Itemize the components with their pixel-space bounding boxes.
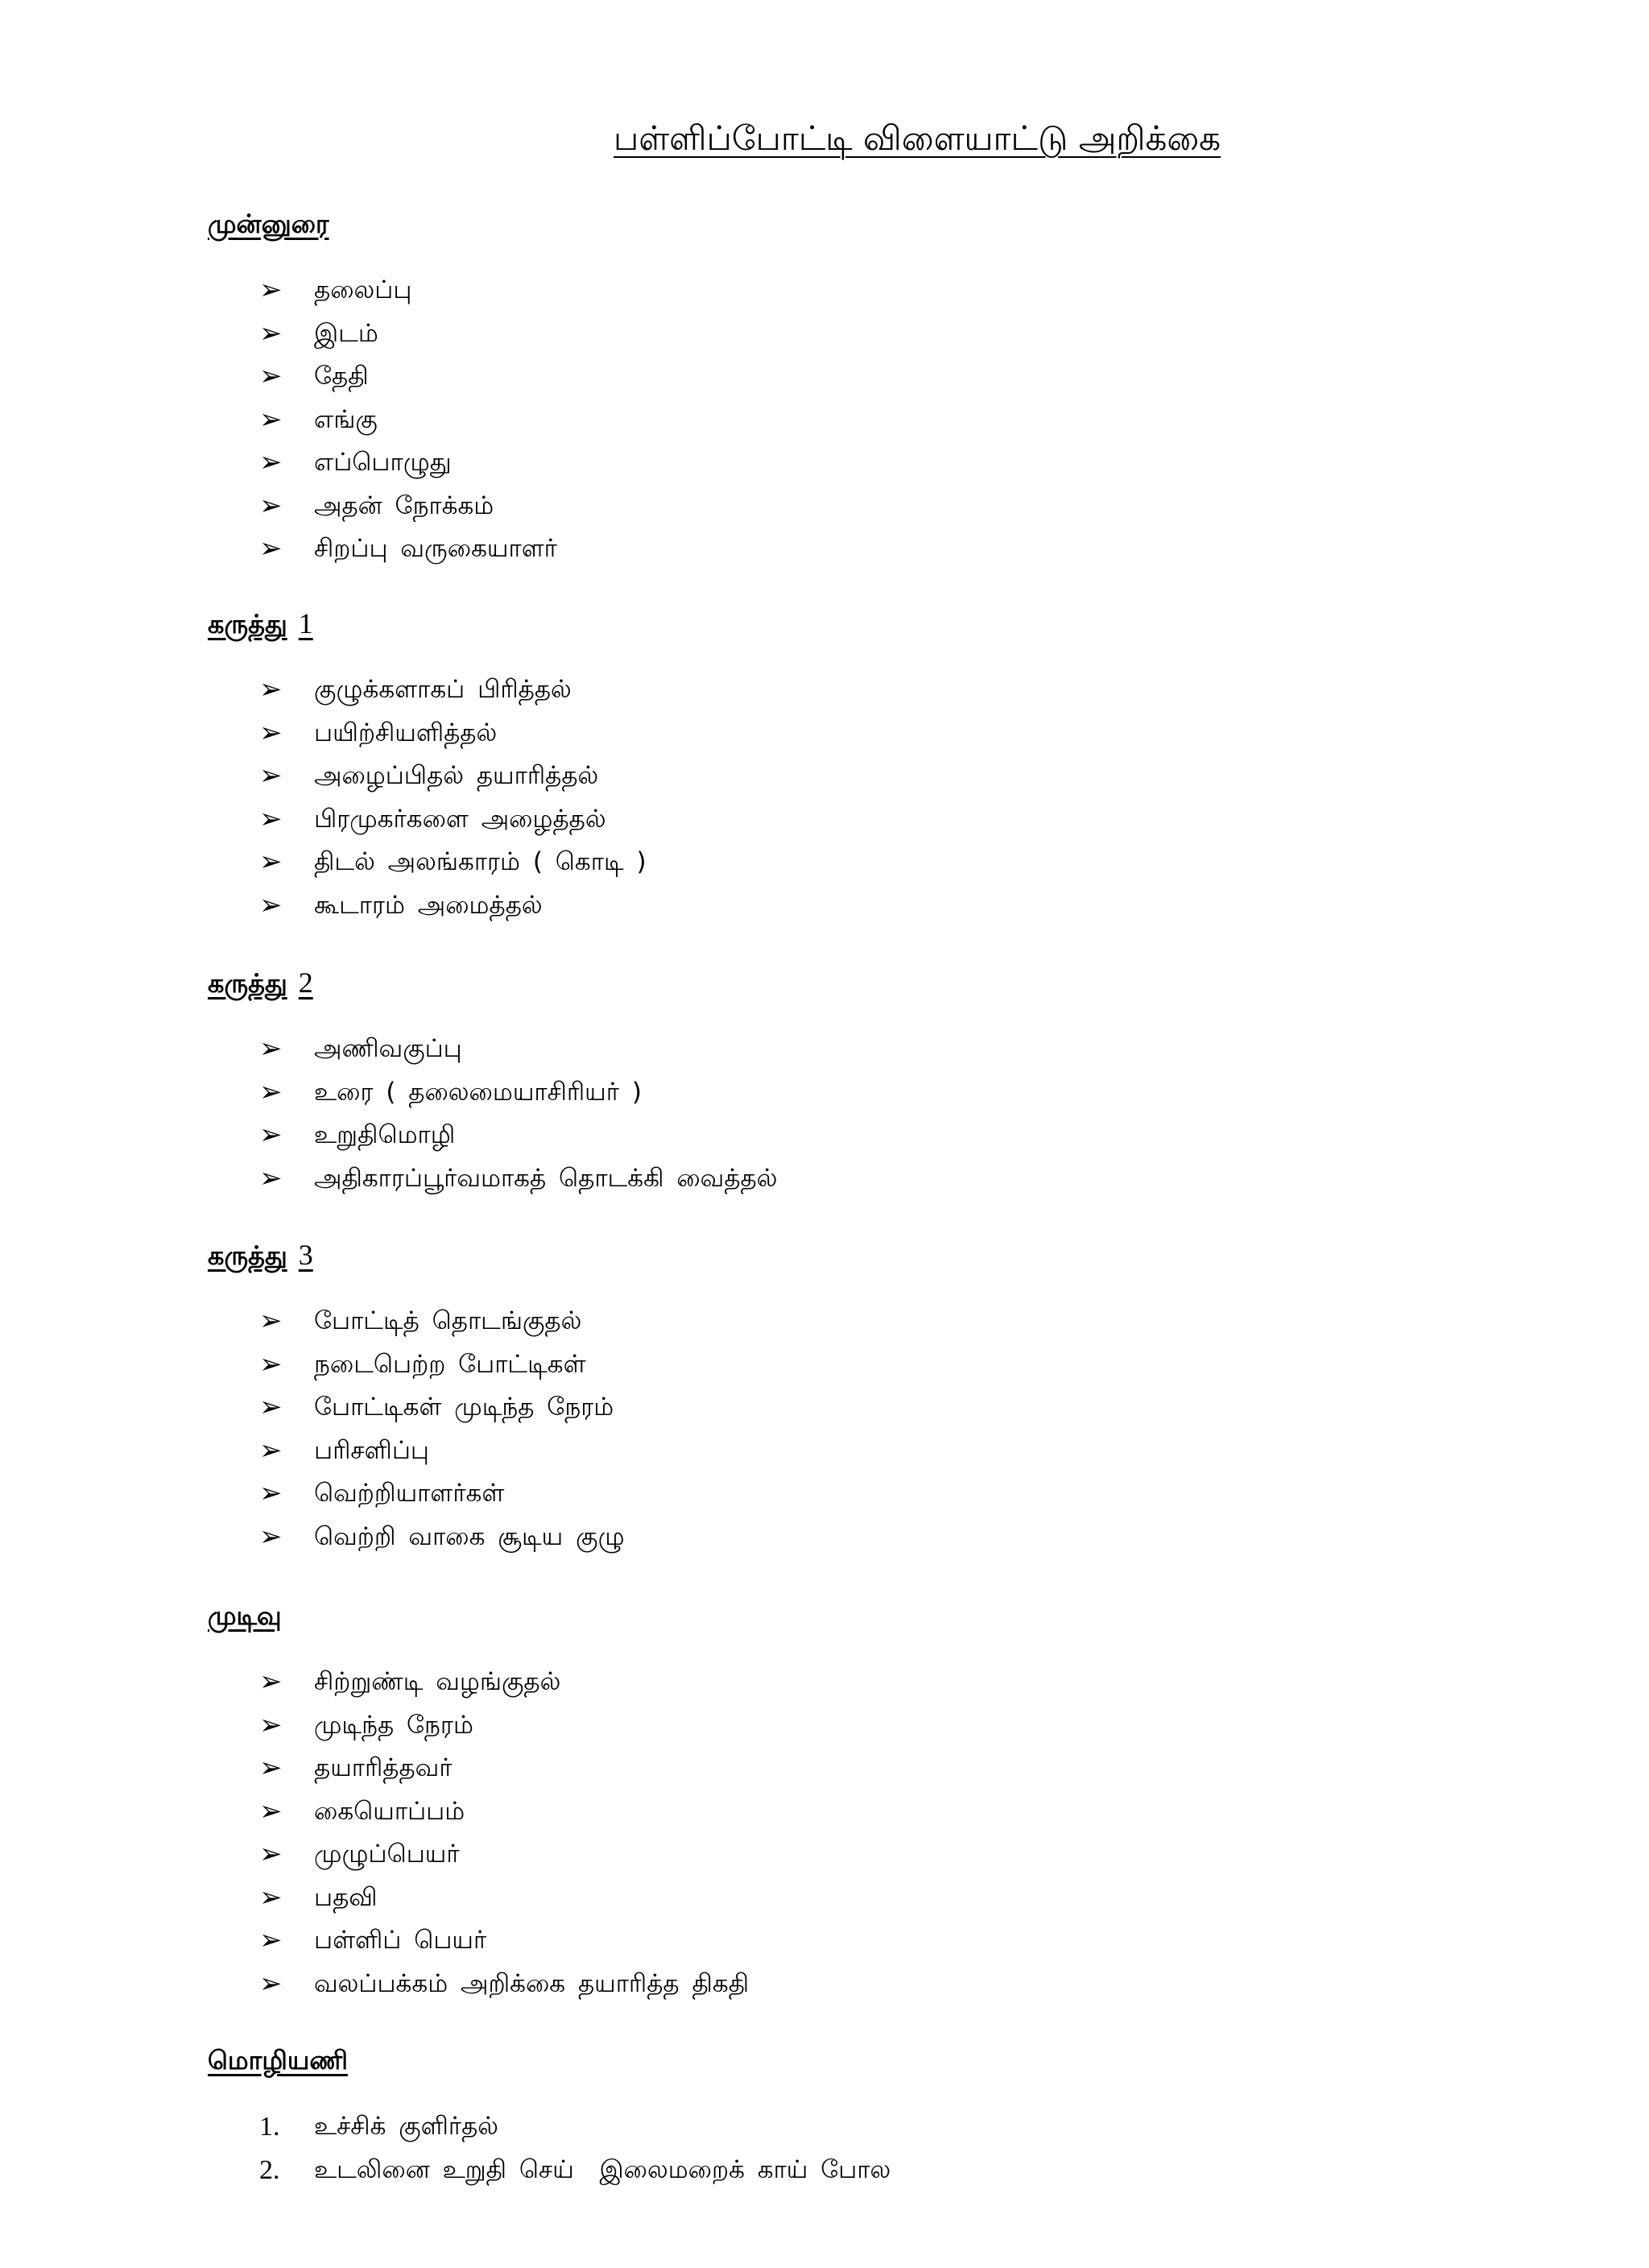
arrowhead-bullet-icon: ➢ xyxy=(259,532,283,565)
arrowhead-bullet-icon: ➢ xyxy=(259,1119,283,1151)
arrowhead-bullet-icon: ➢ xyxy=(259,846,283,878)
arrowhead-bullet-icon: ➢ xyxy=(259,716,283,749)
arrowhead-bullet-icon: ➢ xyxy=(259,1881,283,1914)
arrowhead-bullet-icon: ➢ xyxy=(259,1794,283,1827)
arrowhead-bullet-icon: ➢ xyxy=(259,759,283,792)
section-heading: கருத்து 1 xyxy=(208,607,313,639)
arrowhead-bullet-icon: ➢ xyxy=(259,888,283,921)
arrowhead-bullet-icon: ➢ xyxy=(259,1391,283,1423)
arrowhead-bullet-icon: ➢ xyxy=(259,1967,283,2000)
list-number: 1. xyxy=(259,2112,280,2142)
arrowhead-bullet-icon: ➢ xyxy=(259,802,283,835)
arrowhead-bullet-icon: ➢ xyxy=(259,360,283,392)
arrowhead-bullet-icon: ➢ xyxy=(259,1305,283,1337)
section-heading: முடிவு xyxy=(208,1600,282,1631)
arrowhead-bullet-icon: ➢ xyxy=(259,274,283,306)
arrowhead-bullet-icon: ➢ xyxy=(259,1477,283,1509)
arrowhead-bullet-icon: ➢ xyxy=(259,489,283,522)
arrowhead-bullet-icon: ➢ xyxy=(259,1033,283,1065)
list-number: 2. xyxy=(259,2154,280,2185)
arrowhead-bullet-icon: ➢ xyxy=(259,1520,283,1553)
page-title: பள்ளிப்போட்டி விளையாட்டு அறிக்கை xyxy=(614,118,1221,158)
section-heading: கருத்து 3 xyxy=(208,1239,313,1271)
arrowhead-bullet-icon: ➢ xyxy=(259,1838,283,1870)
section-heading: கருத்து 2 xyxy=(208,966,313,999)
arrowhead-bullet-icon: ➢ xyxy=(259,1434,283,1467)
arrowhead-bullet-icon: ➢ xyxy=(259,1708,283,1741)
arrowhead-bullet-icon: ➢ xyxy=(259,1752,283,1784)
section-heading: மொழியணி xyxy=(208,2045,348,2076)
arrowhead-bullet-icon: ➢ xyxy=(259,403,283,436)
arrowhead-bullet-icon: ➢ xyxy=(259,1666,283,1698)
section-heading: முன்னுரை xyxy=(208,209,329,239)
arrowhead-bullet-icon: ➢ xyxy=(259,673,283,706)
arrowhead-bullet-icon: ➢ xyxy=(259,1161,283,1194)
arrowhead-bullet-icon: ➢ xyxy=(259,446,283,478)
arrowhead-bullet-icon: ➢ xyxy=(259,317,283,350)
arrowhead-bullet-icon: ➢ xyxy=(259,1924,283,1956)
arrowhead-bullet-icon: ➢ xyxy=(259,1347,283,1380)
arrowhead-bullet-icon: ➢ xyxy=(259,1075,283,1108)
